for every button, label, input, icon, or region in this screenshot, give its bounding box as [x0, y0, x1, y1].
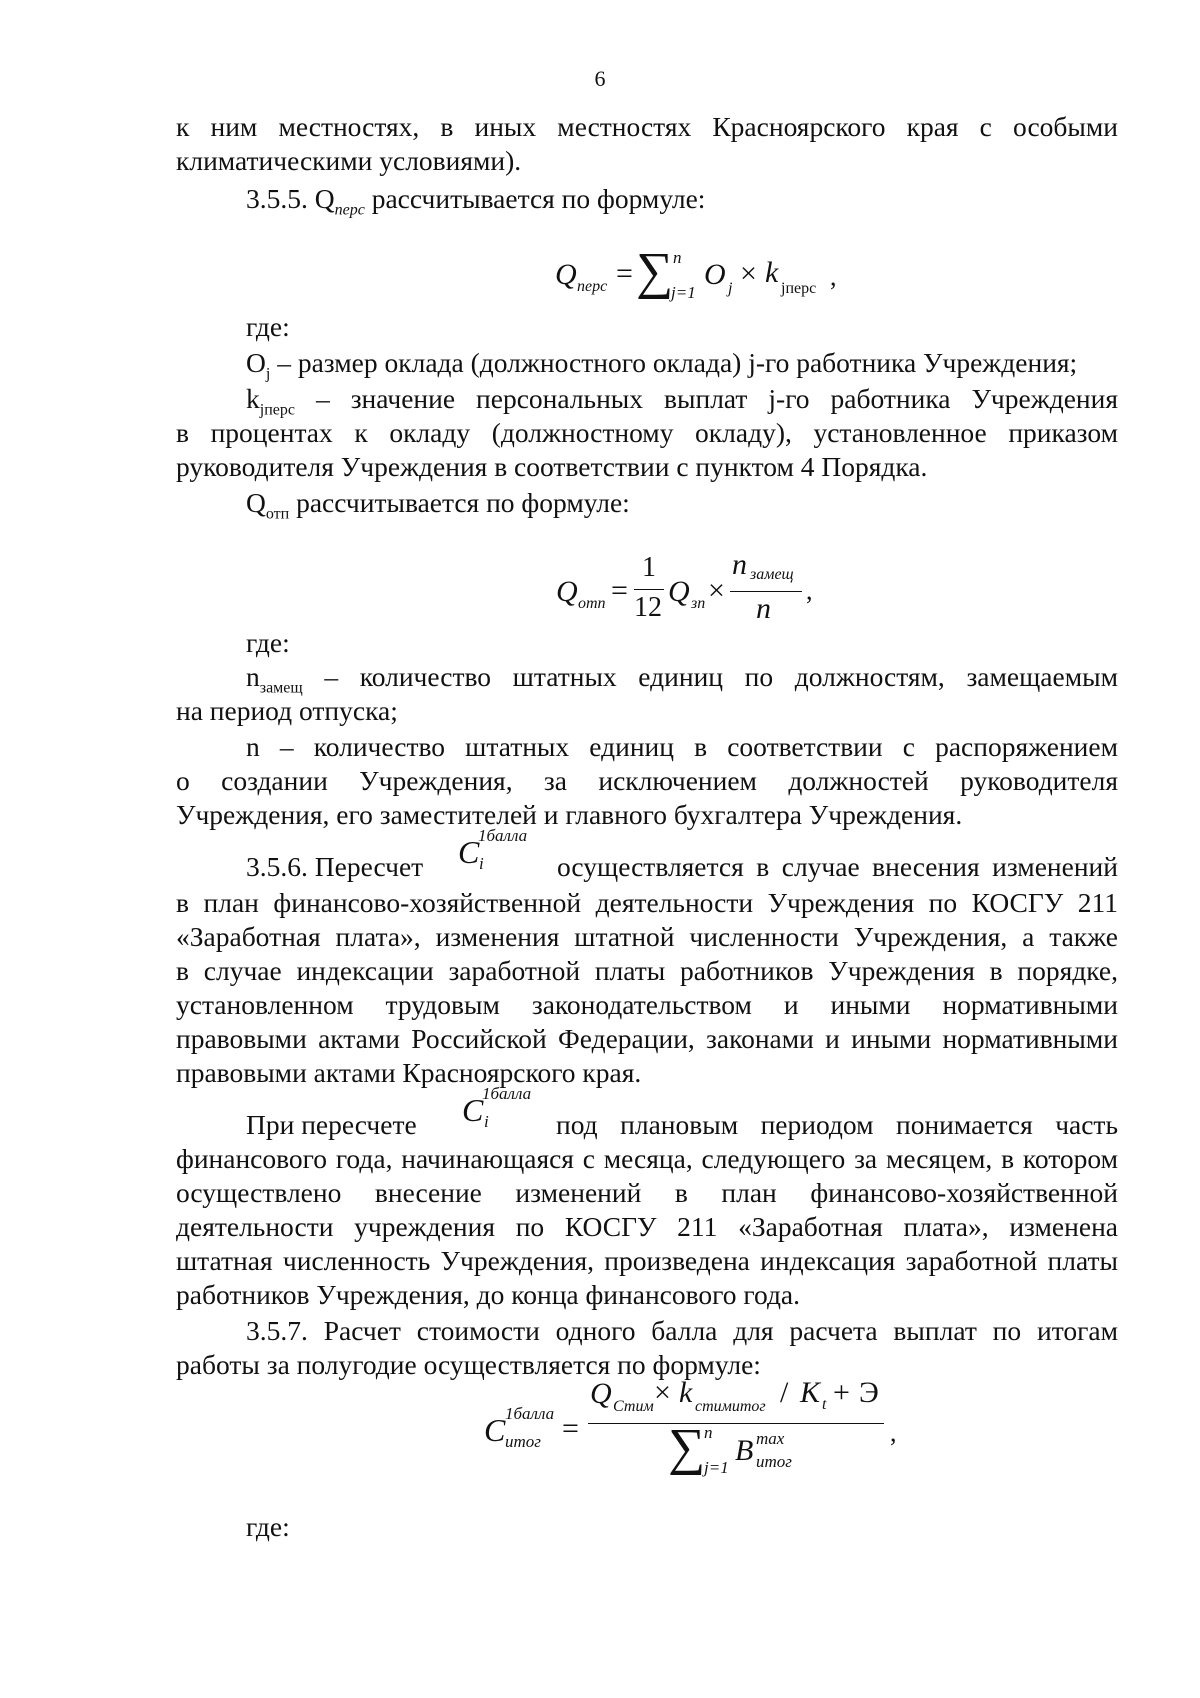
text-line-22: правовыми актами Красноярского края.: [176, 1057, 642, 1088]
f3-Q-sub: Стим: [613, 1398, 654, 1415]
f2-Q-sub: отп: [578, 595, 606, 612]
f2-n-den: n: [756, 592, 771, 625]
f3-fraction-bar: [588, 1423, 884, 1424]
f3-C-sub: итог: [505, 1432, 541, 1451]
text-line-17: в план финансово-хозяйственной деятельности Учреждения по КОСГУ 211: [176, 887, 1118, 918]
text-line-23-left: При пересчете: [246, 1109, 417, 1140]
c2-C: C: [462, 1092, 484, 1128]
f1-comma: ,: [830, 262, 837, 291]
f2-fraction-bar-1: [634, 589, 664, 590]
text-line-18: «Заработная плата», изменения штатной численности Учреждения, а также: [176, 921, 1118, 952]
l5-a: O: [246, 347, 266, 378]
text-line-26: деятельности учреждения по КОСГУ 211 «Заработная плата», изменена: [176, 1211, 1118, 1242]
f3-comma: ,: [890, 1418, 897, 1447]
f2-num: 1: [642, 552, 656, 583]
c1-sup: 1балла: [478, 826, 528, 845]
f3-C-sup: 1балла: [505, 1404, 555, 1423]
f3-B: B: [735, 1434, 754, 1467]
f1-sup-n: n: [673, 248, 682, 267]
f3-E: Э: [859, 1376, 879, 1409]
text-line-21: правовыми актами Российской Федерации, законами и иными нормативными: [176, 1023, 1118, 1054]
f1-eq: =: [616, 257, 633, 290]
text-line-2: климатическими условиями).: [176, 145, 522, 176]
c2-sup: 1балла: [482, 1084, 532, 1103]
l9-b: рассчитывается по формуле:: [289, 487, 630, 518]
l3-rest: рассчитывается по формуле:: [364, 183, 706, 214]
text-line-27: штатная численность Учреждения, произведена индексация заработной платы: [176, 1245, 1118, 1276]
f1-O-sub: j: [728, 280, 733, 297]
text-line-10: где:: [246, 627, 290, 658]
l11-sub: замещ: [259, 679, 303, 697]
text-line-4: где:: [246, 311, 290, 342]
f3-eq: =: [562, 1412, 579, 1445]
f3-plus: +: [833, 1376, 850, 1409]
l11-a: n: [246, 661, 260, 692]
f3-sum: ∑: [668, 1419, 706, 1476]
text-line-25: осуществлено внесение изменений в план финансово-хозяйственной: [176, 1177, 1118, 1208]
text-line-1: к ним местностях, в иных местностях Красноярского края с особыми: [176, 111, 1118, 142]
text-line-9: [246, 486, 1118, 532]
text-line-7: в процентах к окладу (должностному окладу), установленное приказом: [176, 417, 1118, 448]
text-line-28: работников Учреждения, до конца финансового года.: [176, 1279, 801, 1310]
f1-sum: ∑: [636, 243, 674, 300]
f3-K-sub: t: [822, 1396, 827, 1413]
f2-n-sub: замещ: [750, 566, 794, 583]
page-number: 6: [594, 66, 606, 91]
f3-K: K: [800, 1376, 821, 1409]
text-line-16-left: 3.5.6. Пересчет: [246, 851, 424, 882]
text-line-23-right: под плановым периодом понимается часть: [556, 1109, 1118, 1140]
f3-sub-j: j=1: [704, 1458, 729, 1477]
c1-sub: i: [479, 854, 484, 873]
f3-slash: /: [780, 1376, 789, 1409]
f1-O: O: [704, 258, 726, 291]
f2-comma: ,: [806, 576, 813, 605]
f3-B-sup: max: [756, 1429, 785, 1448]
text-line-24: финансового года, начинающаяся с месяца, следующего за месяцем, в котором: [176, 1143, 1118, 1174]
c2-sub: i: [484, 1112, 489, 1131]
c1-C: C: [458, 834, 480, 870]
l3-sub: перс: [334, 201, 365, 219]
f1-Q: Q: [555, 258, 577, 291]
f2-Q2-sub: зп: [691, 595, 706, 612]
l5-sub: j: [265, 365, 271, 383]
text-line-13: n – количество штатных единиц в соответствии с распоряжением: [246, 731, 1118, 762]
f1-Q-sub: перс: [577, 278, 608, 295]
f3-k-sub: стимитог: [695, 1398, 766, 1415]
f2-times: ×: [708, 574, 725, 607]
f2-den: 12: [634, 592, 662, 623]
text-line-20: установленном трудовым законодательством и иными нормативными: [176, 989, 1118, 1020]
f3-k: k: [679, 1376, 693, 1409]
f2-n: n: [732, 548, 747, 581]
f2-Q2: Q: [668, 575, 690, 608]
f1-k-sub: jперс: [781, 280, 817, 297]
f1-sub-j: j=1: [671, 283, 696, 302]
text-line-8: руководителя Учреждения в соответствии с пунктом 4 Порядка.: [176, 451, 928, 482]
l9-a: Q: [246, 487, 266, 518]
f3-times: ×: [654, 1376, 671, 1409]
text-line-19: в случае индексации заработной платы работников Учреждения в порядке,: [176, 955, 1118, 986]
l3-part: 3.5.5. Q: [246, 183, 335, 214]
l9-sub: отп: [265, 505, 290, 523]
text-line-16-right: осуществляется в случае внесения изменений: [557, 851, 1118, 882]
text-line-12: на период отпуска;: [176, 695, 398, 726]
text-line-15: Учреждения, его заместителей и главного бухгалтера Учреждения.: [176, 799, 963, 830]
f1-k: k: [765, 256, 779, 289]
l5-b: – размер оклада (должностного оклада) j-го работника Учреждения;: [270, 347, 1078, 378]
f3-Q: Q: [590, 1377, 612, 1410]
text-line-14: о создании Учреждения, за исключением должностей руководителя: [176, 765, 1118, 796]
l6-a: k: [246, 383, 260, 414]
f1-times: ×: [740, 257, 757, 290]
text-line-31: где:: [246, 1511, 290, 1542]
l6-sub: jперс: [259, 401, 295, 419]
text-line-30: работы за полугодие осуществляется по формуле:: [176, 1349, 761, 1380]
l6-b: – значение персональных выплат j-го работника Учреждения: [294, 383, 1118, 414]
f3-sup-n: n: [704, 1423, 713, 1442]
f3-B-sub: итог: [756, 1452, 792, 1471]
f2-Q: Q: [556, 575, 578, 608]
text-line-29: 3.5.7. Расчет стоимости одного балла для расчета выплат по итогам: [246, 1315, 1118, 1346]
f3-C: C: [484, 1412, 506, 1448]
text-line-3: [246, 182, 1118, 228]
f2-eq: =: [611, 574, 628, 607]
l11-b: – количество штатных единиц по должностям, замещаемым: [302, 661, 1118, 692]
